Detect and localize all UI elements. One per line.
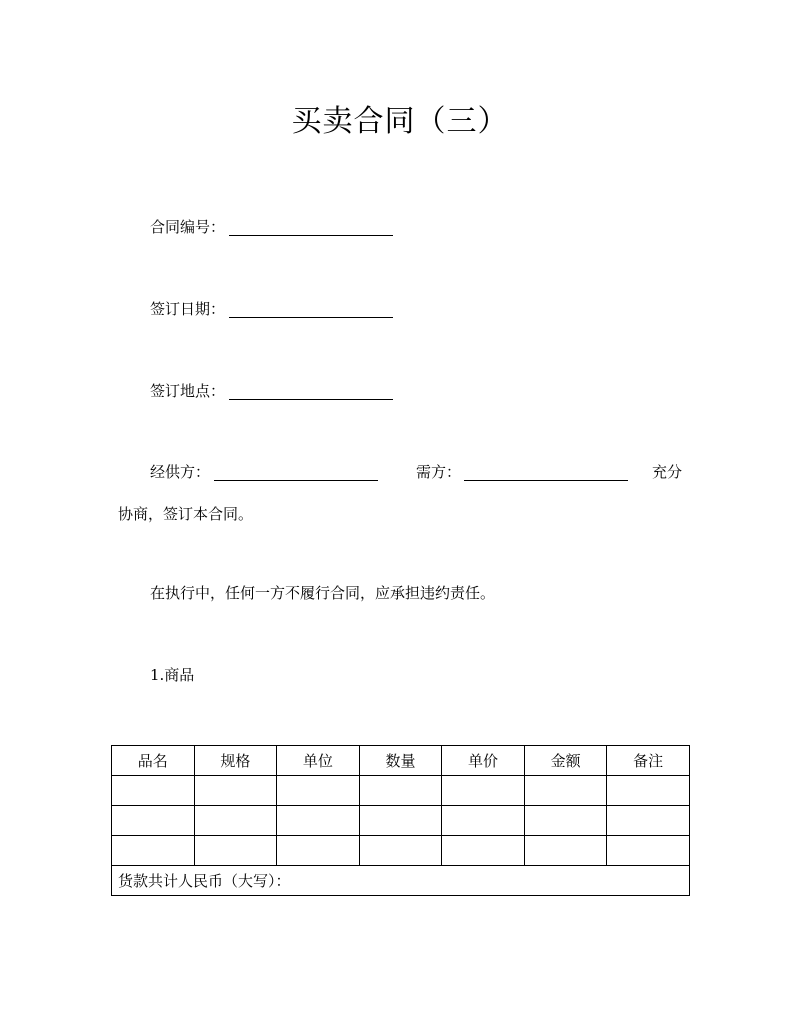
document-title: 买卖合同（三） (291, 104, 509, 139)
parties-continuation-text: 协商，签订本合同。 (118, 505, 254, 523)
table-cell[interactable] (359, 836, 442, 866)
table-cell[interactable] (524, 806, 607, 836)
parties-tail-text: 充分 (652, 463, 683, 481)
header-remarks: 备注 (607, 746, 690, 776)
table-cell[interactable] (277, 836, 360, 866)
table-cell[interactable] (442, 836, 525, 866)
buyer-label: 需方： (416, 463, 462, 481)
table-cell[interactable] (524, 776, 607, 806)
supplier-label: 经供方： (150, 463, 211, 481)
table-row (112, 836, 690, 866)
sign-place-label: 签订地点： (150, 382, 226, 400)
table-cell[interactable] (524, 836, 607, 866)
sign-date-blank[interactable] (229, 317, 393, 318)
table-cell[interactable] (194, 776, 277, 806)
goods-table (111, 745, 690, 896)
table-row (112, 776, 690, 806)
table-cell[interactable] (112, 806, 195, 836)
table-cell[interactable] (359, 776, 442, 806)
header-amount: 金额 (524, 746, 607, 776)
section-goods-heading: 1.商品 (150, 666, 195, 684)
buyer-blank[interactable] (464, 480, 628, 481)
header-quantity: 数量 (359, 746, 442, 776)
header-unit: 单位 (277, 746, 360, 776)
contract-number-blank[interactable] (229, 235, 393, 236)
sign-date-label: 签订日期： (150, 300, 226, 318)
table-cell[interactable] (607, 776, 690, 806)
table-cell[interactable] (277, 806, 360, 836)
table-cell[interactable] (607, 836, 690, 866)
supplier-blank[interactable] (214, 480, 378, 481)
total-amount-label[interactable]: 货款共计人民币（大写）： (112, 866, 690, 896)
table-cell[interactable] (112, 776, 195, 806)
table-cell[interactable] (194, 836, 277, 866)
table-total-row (112, 866, 690, 896)
table-cell[interactable] (359, 806, 442, 836)
table-cell[interactable] (442, 806, 525, 836)
contract-number-label: 合同编号： (150, 218, 226, 236)
header-unit-price: 单价 (442, 746, 525, 776)
table-cell[interactable] (442, 776, 525, 806)
table-cell[interactable] (194, 806, 277, 836)
table-cell[interactable] (277, 776, 360, 806)
sign-place-blank[interactable] (229, 399, 393, 400)
table-row (112, 806, 690, 836)
table-cell[interactable] (112, 836, 195, 866)
header-product-name: 品名 (112, 746, 195, 776)
breach-clause: 在执行中，任何一方不履行合同，应承担违约责任。 (150, 584, 496, 602)
table-header-row (112, 746, 690, 776)
table-cell[interactable] (607, 806, 690, 836)
header-specification: 规格 (194, 746, 277, 776)
